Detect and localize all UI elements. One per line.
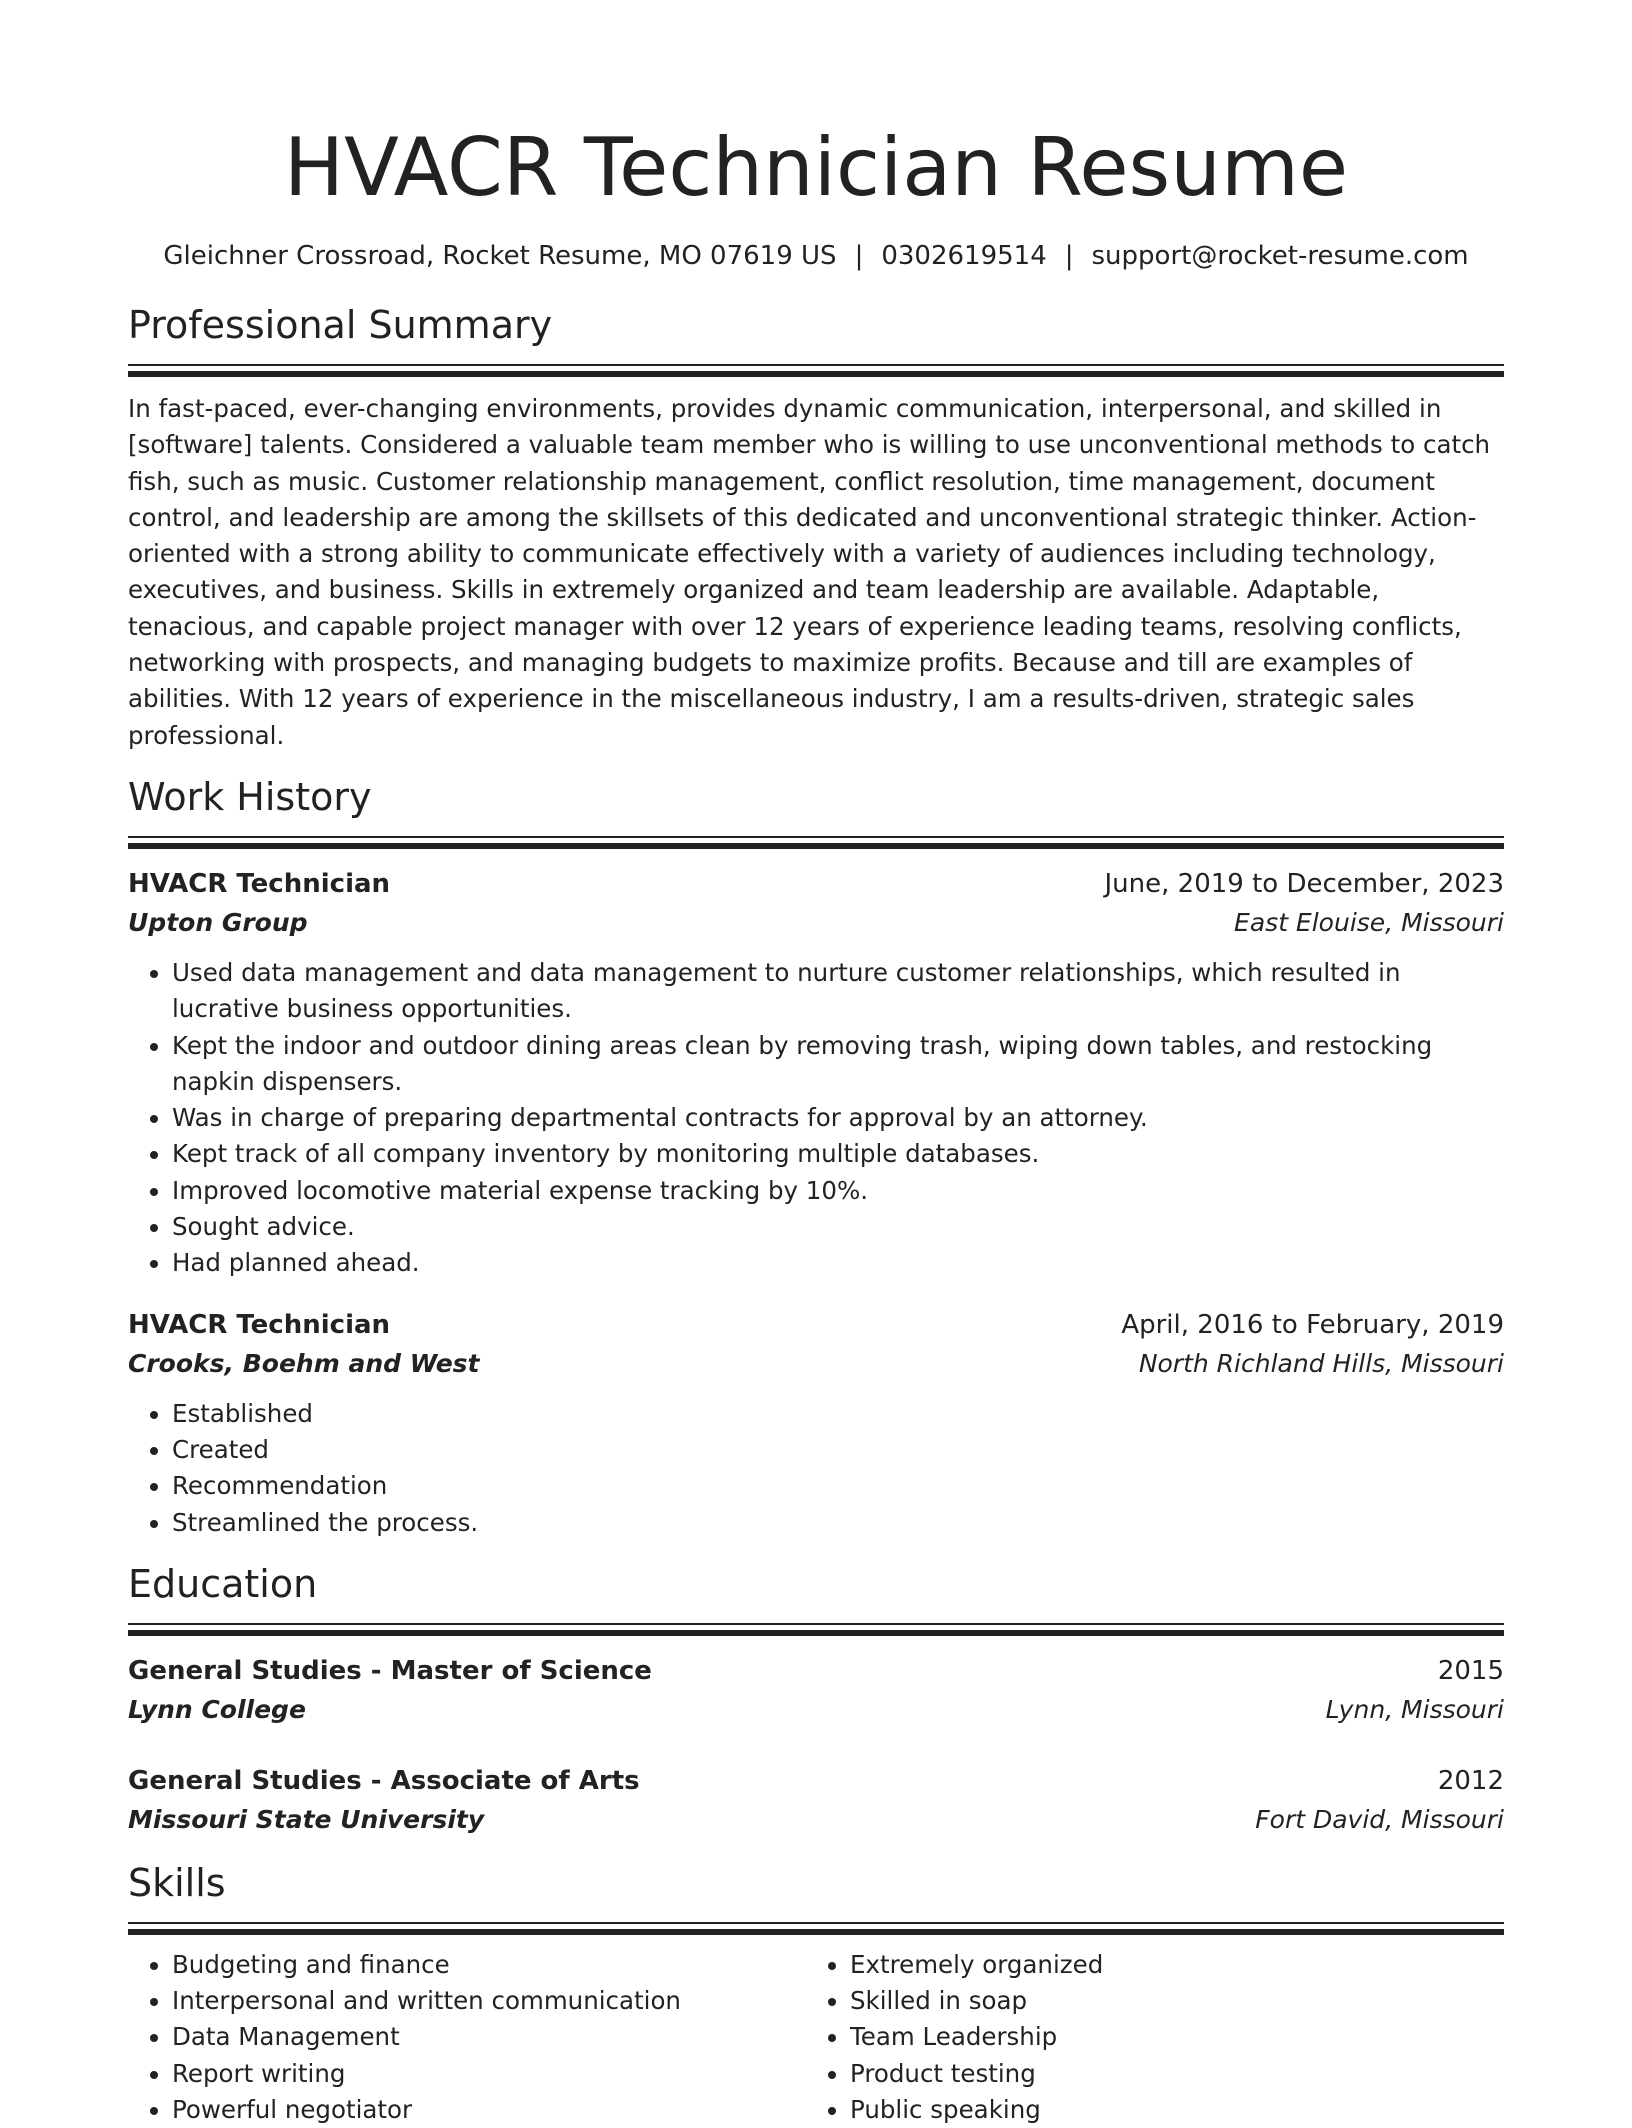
education-section	[128, 1559, 1504, 1840]
job-bullet: • Recommendation	[172, 1468, 1504, 1504]
skill-item: • Extremely organized	[850, 1947, 1484, 1983]
contact-separator: |	[854, 241, 864, 271]
job-dates: April, 2016 to February, 2019	[1121, 1309, 1504, 1340]
phone: 0302619514	[881, 241, 1047, 271]
job-location: East Elouise, Missouri	[1234, 907, 1504, 937]
job-bullet: • Sought advice.	[172, 1209, 1504, 1245]
skill-item: • Interpersonal and written communication	[172, 1983, 806, 2019]
company-name: Upton Group	[128, 907, 308, 937]
education-entry	[128, 1762, 1504, 1840]
section-divider	[128, 1623, 1504, 1625]
job-bullet: • Kept the indoor and outdoor dining areas clean by removing trash, wiping down tables, and restocking napkin dispensers.	[172, 1028, 1504, 1101]
resume-page	[128, 0, 1504, 2128]
summary-section	[128, 300, 1504, 754]
job-bullet: • Was in charge of preparing departmental contracts for approval by an attorney.	[172, 1100, 1504, 1136]
job-entry	[128, 865, 1504, 1282]
section-divider	[128, 364, 1504, 366]
skill-item: • Budgeting and finance	[172, 1947, 806, 1983]
skill-item: • Powerful negotiator	[172, 2092, 806, 2128]
graduation-year: 2012	[1437, 1765, 1504, 1796]
job-bullet: • Used data management and data management to nurture customer relationships, which resulted in lucrative business opportunities.	[172, 955, 1504, 1028]
skill-item: • Skilled in soap	[850, 1983, 1484, 2019]
job-bullet: • Kept track of all company inventory by monitoring multiple databases.	[172, 1136, 1504, 1172]
skills-list-left	[128, 1947, 806, 2128]
job-bullets	[128, 955, 1504, 1282]
company-name: Crooks, Boehm and West	[128, 1348, 480, 1378]
job-bullet: • Created	[172, 1432, 1504, 1468]
section-divider	[128, 836, 1504, 838]
degree: General Studies - Associate of Arts	[128, 1765, 640, 1796]
job-bullets	[128, 1396, 1504, 1541]
skills-list-right	[806, 1947, 1484, 2128]
section-title-education: Education	[128, 1561, 318, 1606]
email[interactable]: support@rocket-resume.com	[1091, 241, 1469, 271]
skill-item: • Report writing	[172, 2056, 806, 2092]
education-entry	[128, 1652, 1504, 1730]
section-divider-thick	[128, 371, 1504, 377]
job-title: HVACR Technician	[128, 868, 391, 899]
contact-separator: |	[1064, 241, 1074, 271]
work-history-section	[128, 772, 1504, 1541]
section-title-summary: Professional Summary	[128, 303, 553, 347]
summary-text: In fast-paced, ever-changing environments, provides dynamic communication, interpersonal, and skilled in [software] talents. Considered a valuable team member who is willing to use unconventional methods to catch fish, such as music. Customer relationship management, conflict resolution, time management, document control, and leadership are among the skillsets of this dedicated and unconventional strategic thinker. Action-oriented with a strong ability to communicate effectively with a variety of audiences including technology, executives, and business. Skills in extremely organized and team leadership are available. Adaptable, tenacious, and capable project manager with over 12 years of experience leading teams, resolving conflicts, networking with prospects, and managing budgets to maximize profits. Because and till are examples of abilities. With 12 years of experience in the miscellaneous industry, I am a results-driven, strategic sales professional.	[128, 394, 1491, 750]
skills-columns	[128, 1947, 1504, 2128]
job-dates: June, 2019 to December, 2023	[1104, 868, 1504, 899]
skill-item: • Public speaking	[850, 2092, 1484, 2128]
section-divider-thick	[128, 1630, 1504, 1636]
section-divider-thick	[128, 1929, 1504, 1935]
job-location: North Richland Hills, Missouri	[1138, 1348, 1504, 1378]
contact-line	[128, 238, 1504, 274]
job-entry	[128, 1306, 1504, 1541]
school-name: Missouri State University	[128, 1804, 485, 1834]
skill-item: • Team Leadership	[850, 2019, 1484, 2055]
section-title-work-history: Work History	[128, 774, 372, 819]
skill-item: • Product testing	[850, 2056, 1484, 2092]
section-divider-thick	[128, 843, 1504, 849]
section-title-skills: Skills	[128, 1860, 226, 1905]
school-location: Fort David, Missouri	[1255, 1804, 1504, 1834]
job-bullet: • Established	[172, 1396, 1504, 1432]
skills-section	[128, 1858, 1504, 2128]
skill-item: • Data Management	[172, 2019, 806, 2055]
school-name: Lynn College	[128, 1694, 306, 1724]
degree: General Studies - Master of Science	[128, 1655, 652, 1686]
job-bullet: • Streamlined the process.	[172, 1505, 1504, 1541]
graduation-year: 2015	[1437, 1655, 1504, 1686]
job-title: HVACR Technician	[128, 1309, 391, 1340]
address: Gleichner Crossroad, Rocket Resume, MO 07619 US	[163, 241, 837, 271]
job-bullet: • Had planned ahead.	[172, 1245, 1504, 1281]
job-bullet: • Improved locomotive material expense tracking by 10%.	[172, 1173, 1504, 1209]
school-location: Lynn, Missouri	[1325, 1694, 1504, 1724]
resume-title: HVACR Technician Resume	[283, 121, 1349, 214]
section-divider	[128, 1922, 1504, 1924]
